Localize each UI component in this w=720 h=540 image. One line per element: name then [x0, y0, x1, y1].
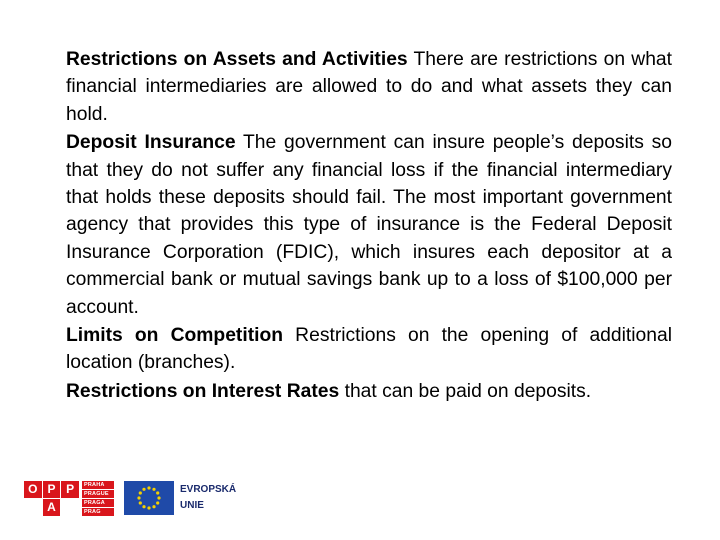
paragraph-interest-rates [66, 378, 672, 405]
opp-letter: A [43, 499, 61, 516]
eu-label-line1: EVROPSKÁ [180, 484, 237, 495]
paragraph-heading: Restrictions on Interest Rates [66, 380, 340, 402]
opp-letter: P [43, 481, 61, 498]
paragraph-heading: Restrictions on Assets and Activities [66, 49, 408, 70]
opp-blank [61, 499, 79, 516]
opp-letter: O [24, 481, 42, 498]
eu-stars-icon [124, 481, 174, 515]
paragraph-heading: Deposit Insurance [66, 132, 236, 154]
praha-line: PRAGA [82, 499, 114, 507]
paragraph-limits-competition [66, 322, 672, 377]
paragraph-assets-activities [66, 46, 672, 128]
paragraph-text: The government can insure people’s deposits so that they do not suffer any financial loss if the financial intermediary that holds these deposits should fail. The most important government agency that provides this type of insurance is the Federal Deposit Insurance Corporation (FDIC), which insures each depositor at a commercial bank or mutual savings bank up to a loss of $100,000 per account. [66, 132, 672, 318]
eu-flag-icon [124, 481, 174, 515]
paragraph-text: that can be paid on deposits. [339, 380, 592, 402]
slide-body [66, 46, 672, 406]
footer-logos [24, 480, 236, 516]
praha-line: PRAGUE [82, 490, 114, 498]
paragraph-heading: Limits on Competition [66, 325, 284, 347]
paragraph-deposit-insurance [66, 129, 672, 321]
opp-logo [24, 481, 79, 516]
eu-label-line2: UNIE [180, 500, 204, 511]
praha-logo [82, 481, 114, 516]
eu-label [180, 482, 236, 514]
opp-letter: P [61, 481, 79, 498]
paragraph-text: There are restrictions on what financial intermediaries are allowed to do and what assets they can hold. [66, 49, 672, 125]
praha-line: PRAHA [82, 481, 114, 489]
paragraph-text: Restrictions on the opening of additional location (branches). [66, 325, 672, 374]
opp-blank [24, 499, 42, 516]
praha-line: PRAG [82, 508, 114, 516]
